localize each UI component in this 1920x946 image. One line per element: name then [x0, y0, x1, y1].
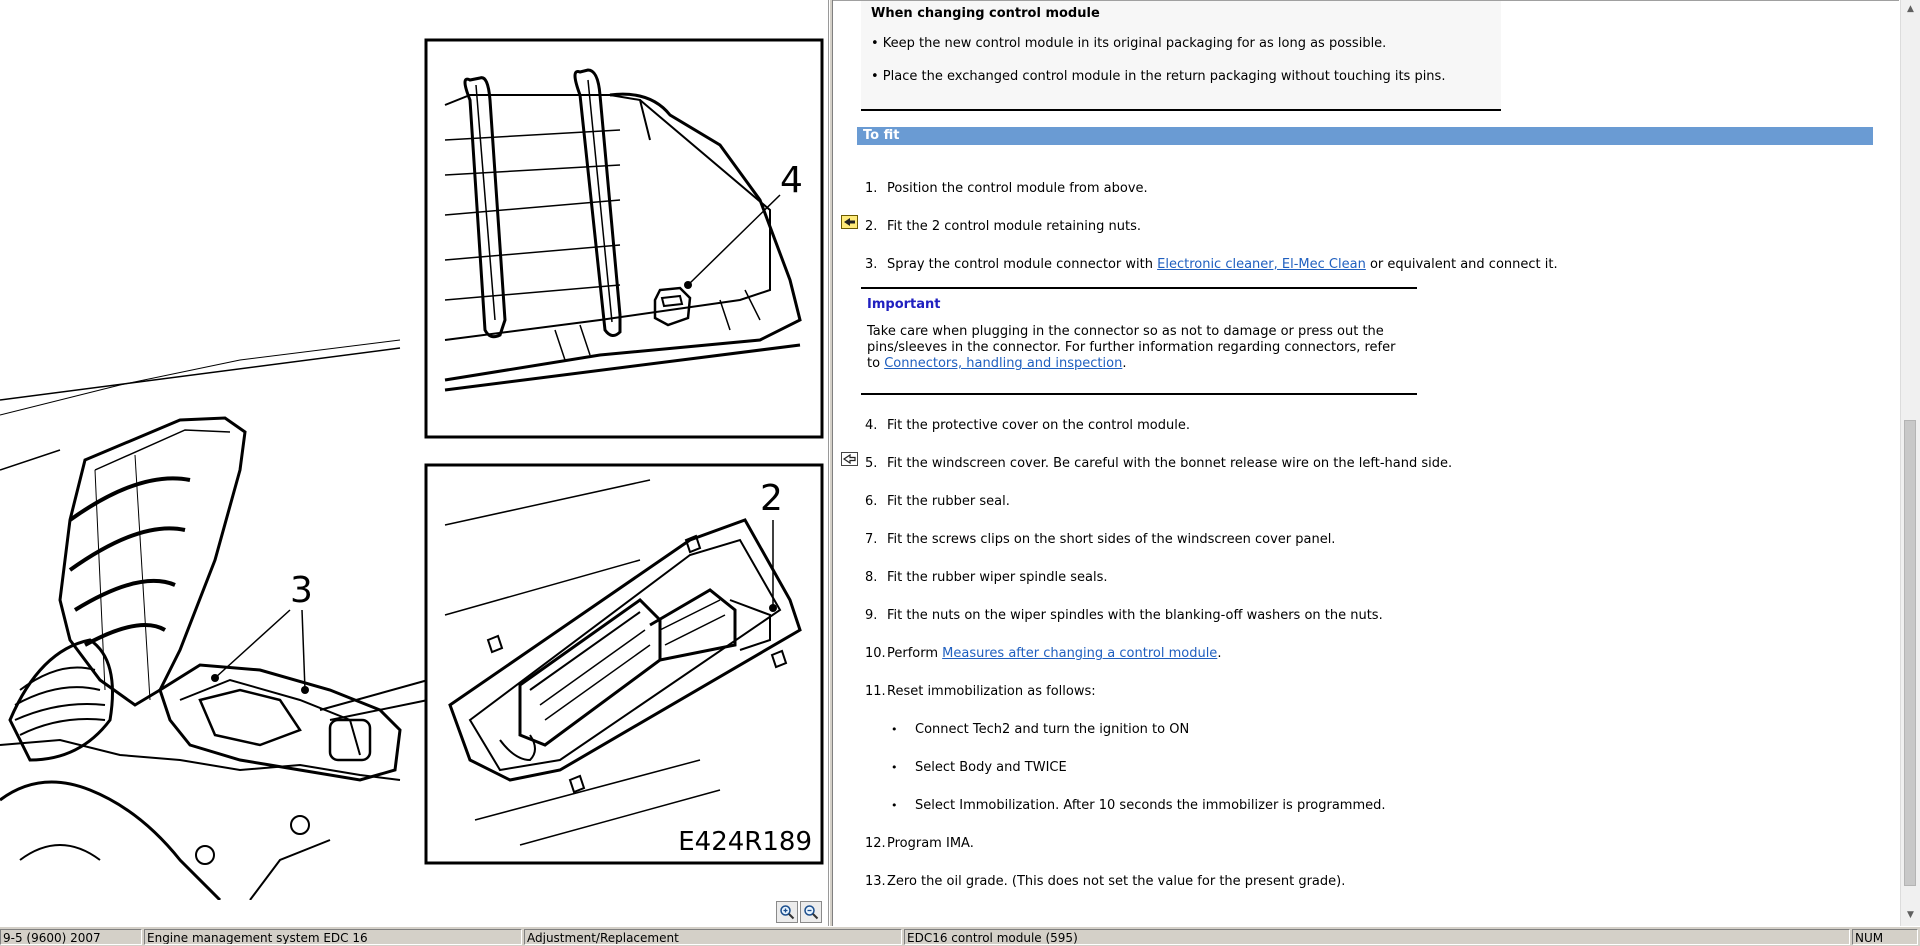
document-pane	[833, 0, 1899, 926]
callout-2: 2	[760, 478, 783, 519]
important-text-line: to Connectors, handling and inspection.	[867, 356, 1127, 371]
status-category: Adjustment/Replacement	[524, 929, 902, 945]
status-component: EDC16 control module (595)	[904, 929, 1850, 945]
note-title: When changing control module	[871, 6, 1100, 21]
step-11: 11.Reset immobilization as follows:	[865, 684, 1096, 699]
step-3: 3. Spray the control module connector with Electronic cleaner, El-Mec Clean or equivalent and connect it.	[865, 257, 1558, 272]
status-model: 9-5 (9600) 2007	[0, 929, 142, 945]
illustration-pane	[0, 0, 829, 926]
sub-step: • Connect Tech2 and turn the ignition to ON	[891, 722, 1190, 737]
callout-3: 3	[290, 570, 313, 611]
changing-module-note	[861, 1, 1501, 111]
important-text-line: pins/sleeves in the connector. For further information regarding connectors, refer	[867, 340, 1396, 355]
important-notice	[861, 287, 1417, 395]
step-10: 10.Perform Measures after changing a control module.	[865, 646, 1222, 661]
step-13: 13.Zero the oil grade. (This does not set the value for the present grade).	[865, 874, 1346, 889]
step-12: 12.Program IMA.	[865, 836, 974, 851]
status-bar	[0, 926, 1920, 946]
zoom-out-icon	[803, 904, 819, 920]
scroll-down-arrow-icon[interactable]: ▼	[1907, 910, 1914, 920]
zoom-in-button[interactable]	[776, 901, 798, 923]
scrollbar-thumb[interactable]	[1904, 420, 1916, 886]
measures-after-changing-link[interactable]: Measures after changing a control module	[942, 646, 1218, 661]
sub-step: • Select Immobilization. After 10 seconds the immobilizer is programmed.	[891, 798, 1386, 813]
status-system: Engine management system EDC 16	[144, 929, 522, 945]
zoom-in-icon	[779, 904, 795, 920]
status-num-lock: NUM	[1852, 929, 1918, 945]
zoom-out-button[interactable]	[800, 901, 822, 923]
back-arrow-icon[interactable]	[841, 452, 858, 466]
step-8: 8. Fit the rubber wiper spindle seals.	[865, 570, 1108, 585]
forward-arrow-icon[interactable]	[841, 215, 858, 229]
sub-step: • Select Body and TWICE	[891, 760, 1067, 775]
zoom-toolbar	[776, 901, 822, 925]
step-6: 6. Fit the rubber seal.	[865, 494, 1010, 509]
electronic-cleaner-link[interactable]: Electronic cleaner, El-Mec Clean	[1157, 257, 1366, 272]
section-header-to-fit: To fit	[857, 127, 1873, 145]
step-2: 2. Fit the 2 control module retaining nuts.	[865, 219, 1141, 234]
note-bullet: • Place the exchanged control module in the return packaging without touching its pins.	[871, 69, 1446, 84]
step-5: 5. Fit the windscreen cover. Be careful with the bonnet release wire on the left-hand side.	[865, 456, 1453, 471]
step-7: 7. Fit the screws clips on the short sides of the windscreen cover panel.	[865, 532, 1336, 547]
technical-illustration	[0, 0, 828, 900]
step-1: 1. Position the control module from above.	[865, 181, 1148, 196]
vertical-scrollbar[interactable]	[1900, 0, 1920, 926]
step-9: 9. Fit the nuts on the wiper spindles with the blanking-off washers on the nuts.	[865, 608, 1383, 623]
step-4: 4. Fit the protective cover on the control module.	[865, 418, 1190, 433]
important-text-line: Take care when plugging in the connector so as not to damage or press out the	[867, 324, 1384, 339]
detail-inset-top	[426, 40, 822, 437]
important-title: Important	[867, 297, 941, 312]
note-bullet: • Keep the new control module in its original packaging for as long as possible.	[871, 36, 1387, 51]
connectors-handling-link[interactable]: Connectors, handling and inspection	[884, 356, 1123, 371]
scroll-up-arrow-icon[interactable]: ▲	[1907, 4, 1914, 14]
callout-4: 4	[780, 160, 803, 201]
figure-id-label: E424R189	[678, 827, 812, 857]
